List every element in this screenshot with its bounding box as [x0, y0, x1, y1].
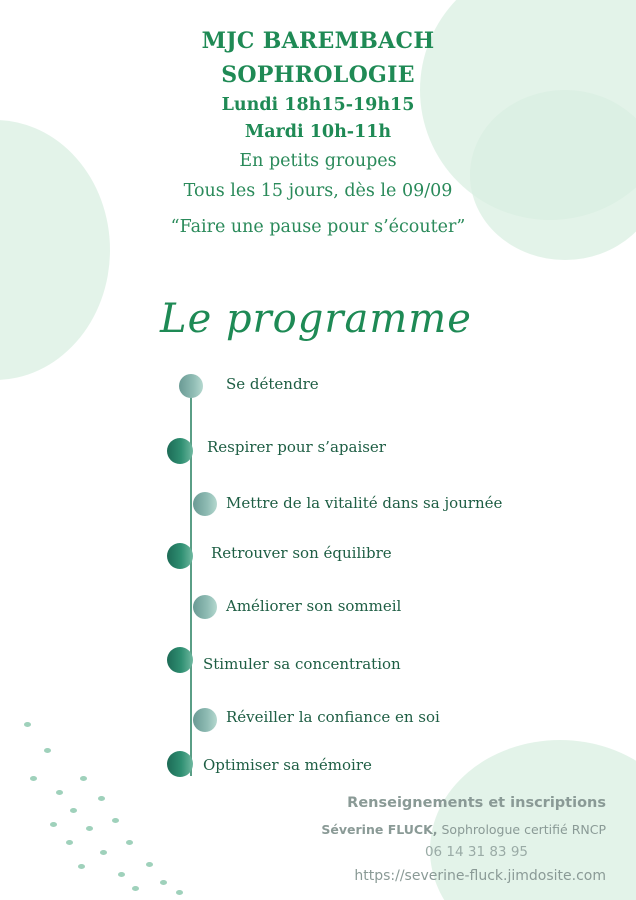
programme-item: Stimuler sa concentration [203, 655, 401, 673]
timeline-dot [193, 492, 217, 516]
speck [50, 822, 57, 827]
speck [160, 880, 167, 885]
programme-item: Se détendre [226, 375, 319, 393]
speck [112, 818, 119, 823]
timeline-dot [167, 543, 193, 569]
speck [44, 748, 51, 753]
timeline-dot [193, 595, 217, 619]
speck [66, 840, 73, 845]
contact-name-line [321, 822, 606, 837]
contact-heading: Renseignements et inscriptions [347, 795, 606, 811]
timeline-dot [167, 438, 193, 464]
speck [146, 862, 153, 867]
activity-title: SOPHROLOGIE [221, 62, 415, 88]
contact-role: Sophrologue certifié RNCP [437, 822, 606, 837]
timeline-dot [167, 647, 193, 673]
programme-item: Réveiller la confiance en soi [226, 708, 440, 726]
org-title: MJC BAREMBACH [201, 28, 435, 54]
speck [70, 808, 77, 813]
speck [100, 850, 107, 855]
speck [30, 776, 37, 781]
header-block [0, 24, 636, 242]
contact-name: Séverine FLUCK, [321, 822, 438, 837]
programme-item: Optimiser sa mémoire [203, 756, 372, 774]
speck [86, 826, 93, 831]
speck [132, 886, 139, 891]
speck [78, 864, 85, 869]
schedule-tuesday: Mardi 10h-11h [244, 122, 392, 142]
speck [24, 722, 31, 727]
programme-item: Mettre de la vitalité dans sa journée [226, 494, 503, 512]
contact-website-link[interactable]: https://severine-fluck.jimdosite.com [354, 868, 606, 884]
timeline-dot [179, 374, 203, 398]
speck [126, 840, 133, 845]
programme-title: Le programme [160, 296, 472, 342]
group-format: En petits groupes [239, 151, 397, 171]
speck [56, 790, 63, 795]
programme-item: Respirer pour s’apaiser [207, 438, 386, 456]
schedule-monday: Lundi 18h15-19h15 [221, 95, 415, 115]
speck [80, 776, 87, 781]
speck [118, 872, 125, 877]
speck [98, 796, 105, 801]
speck [176, 890, 183, 895]
programme-item: Retrouver son équilibre [211, 544, 392, 562]
timeline-dot [167, 751, 193, 777]
tagline-quote: “Faire une pause pour s’écouter” [170, 217, 466, 237]
frequency-text: Tous les 15 jours, dès le 09/09 [183, 181, 453, 201]
programme-item: Améliorer son sommeil [226, 597, 402, 615]
contact-phone[interactable]: 06 14 31 83 95 [424, 844, 528, 860]
timeline-dot [193, 708, 217, 732]
